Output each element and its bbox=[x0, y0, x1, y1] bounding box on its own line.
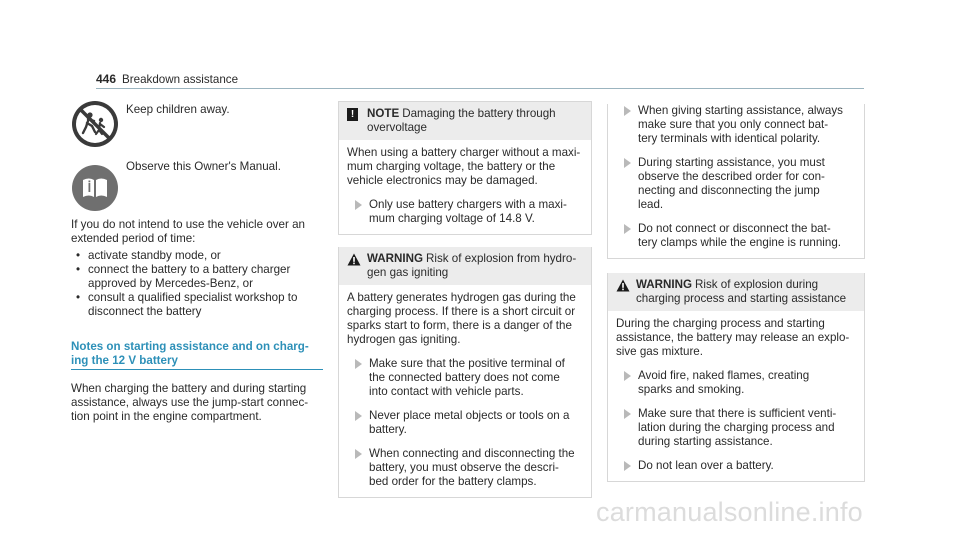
symbol-row bbox=[71, 160, 323, 222]
section-title: Notes on starting assistance and on charg- ing the 12 V battery bbox=[71, 340, 323, 370]
action-item: When connecting and disconnecting the battery, you must observe the descri- bed order for the battery clamps. bbox=[347, 447, 583, 489]
list-item: • consult a qualified specialist workshop to disconnect the battery bbox=[71, 291, 323, 319]
warning-box-header: WARNING Risk of explosion during charging process and starting assistance bbox=[608, 273, 864, 311]
action-arrow-icon bbox=[624, 371, 631, 381]
note-box-body: When using a battery charger without a maxi- mum charging voltage, the battery or the vehicle electronics may be damaged. Only use battery chargers with a maxi- mum charging voltage of 14.8 V. bbox=[339, 140, 591, 234]
action-item: Avoid fire, naked flames, creating sparks and smoking. bbox=[616, 369, 856, 397]
note-box bbox=[338, 101, 592, 235]
list-item: • connect the battery to a battery charger approved by Mercedes-Benz, or bbox=[71, 263, 323, 291]
action-item: Do not connect or disconnect the bat- tery clamps while the engine is running. bbox=[616, 222, 856, 250]
warning-box bbox=[607, 273, 865, 482]
action-arrow-icon bbox=[355, 359, 362, 369]
action-arrow-icon bbox=[624, 409, 631, 419]
symbol-row bbox=[71, 100, 323, 160]
page-number: 446 bbox=[96, 72, 117, 86]
warning-box bbox=[338, 247, 592, 498]
action-item: Never place metal objects or tools on a battery. bbox=[347, 409, 583, 437]
action-item: When giving starting assistance, always make sure that you only connect bat- tery terminals with identical polarity. bbox=[616, 104, 856, 146]
warning-box-body: A battery generates hydrogen gas during the charging process. If there is a short circuit or sparks start to form, there is a danger of the hydrogen gas igniting. Make sure that the positive terminal of the connected battery does not come into contact with vehicle parts. Never place metal objects or tools on a battery. When connecting and disconnecting the battery, you must observe the descri- bed order for the battery clamps. bbox=[339, 285, 591, 497]
bullet-list bbox=[71, 249, 323, 319]
action-arrow-icon bbox=[355, 200, 362, 210]
owners-manual-icon bbox=[71, 164, 119, 212]
continued-actions-box bbox=[607, 104, 865, 259]
action-item: Make sure that there is sufficient venti- lation during the charging process and during starting assistance. bbox=[616, 407, 856, 449]
page-header bbox=[96, 72, 864, 89]
page-header-title: Breakdown assistance bbox=[122, 73, 239, 86]
symbol-text: Keep children away. bbox=[126, 103, 230, 116]
watermark: carmanualsonline.info bbox=[596, 497, 863, 527]
warning-box-body: During the charging process and starting assistance, the battery may release an explo- sive gas mixture. Avoid fire, naked flames, creating sparks and smoking. Make sure that there is sufficient venti- lation during the charging process and during starting assistance. Do not lean over a battery. bbox=[608, 311, 864, 481]
note-icon: ! bbox=[347, 108, 358, 121]
action-item: Make sure that the positive terminal of the connected battery does not come into contact with vehicle parts. bbox=[347, 357, 583, 399]
warning-box-header: WARNING Risk of explosion from hydro- gen gas igniting bbox=[339, 247, 591, 285]
action-arrow-icon bbox=[624, 158, 631, 168]
action-arrow-icon bbox=[624, 461, 631, 471]
action-arrow-icon bbox=[624, 106, 631, 116]
warning-triangle-icon bbox=[347, 253, 361, 266]
keep-children-away-icon bbox=[71, 100, 119, 148]
action-arrow-icon bbox=[624, 224, 631, 234]
symbol-text: Observe this Owner's Manual. bbox=[126, 160, 281, 173]
action-arrow-icon bbox=[355, 411, 362, 421]
action-item: Only use battery chargers with a maxi- mum charging voltage of 14.8 V. bbox=[347, 198, 583, 226]
column-2 bbox=[338, 101, 592, 498]
intro-text: If you do not intend to use the vehicle over an extended period of time: bbox=[71, 218, 305, 245]
note-box-header: ! NOTE Damaging the battery through overvoltage bbox=[339, 102, 591, 140]
action-item: Do not lean over a battery. bbox=[616, 459, 856, 473]
warning-triangle-icon bbox=[616, 279, 630, 292]
action-item: During starting assistance, you must observe the described order for con- necting and disconnecting the jump lead. bbox=[616, 156, 856, 212]
column-3 bbox=[607, 94, 865, 482]
section-text: When charging the battery and during starting assistance, always use the jump-start connec- tion point in the engine compartment. bbox=[71, 382, 309, 423]
action-arrow-icon bbox=[355, 449, 362, 459]
column-1 bbox=[71, 100, 323, 424]
list-item: • activate standby mode, or bbox=[71, 249, 323, 263]
